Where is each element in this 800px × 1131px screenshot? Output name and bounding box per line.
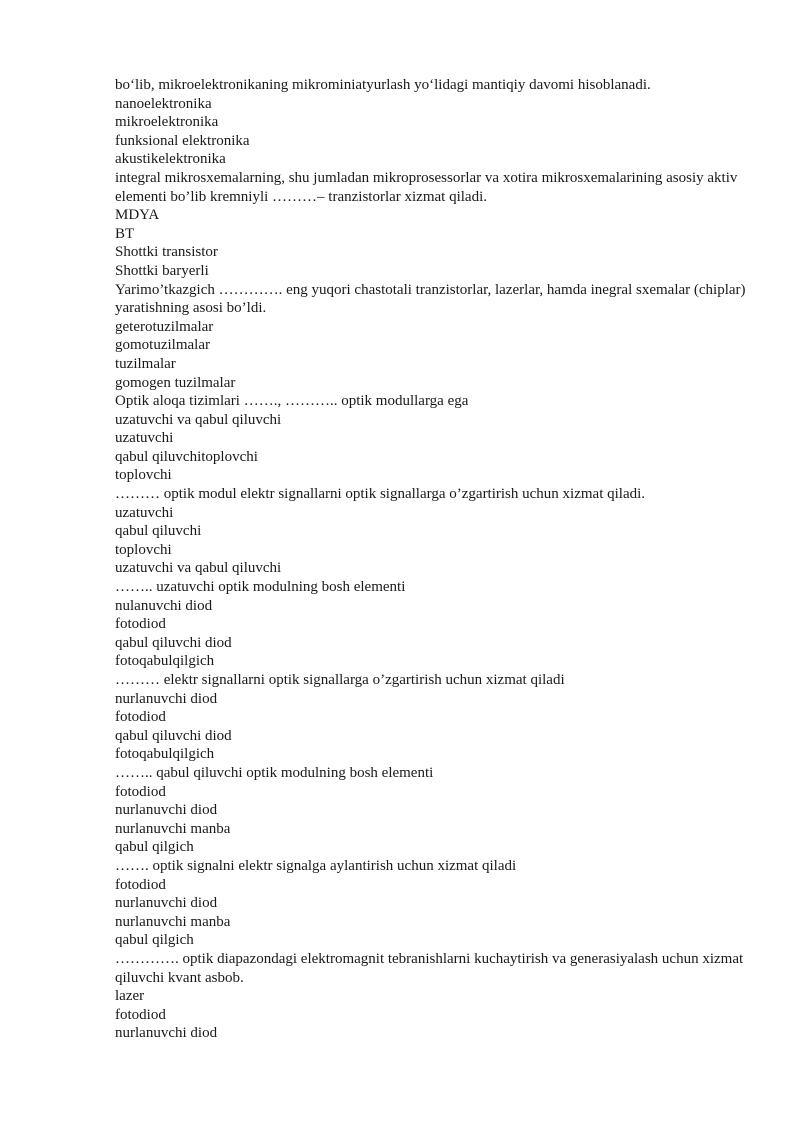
text-line: mikroelektronika <box>115 114 219 131</box>
text-line: ……… optik modul elektr signallarni optik signallarga o’zgartirish uchun xizmat qiladi. <box>115 486 646 503</box>
text-line: …………. optik diapazondagi elektromagnit tebranishlarni kuchaytirish va generasiyalash uchun xizmat qiluvchi kvant asbob. <box>115 950 744 986</box>
text-line: gomogen tuzilmalar <box>115 374 236 391</box>
text-line: fotoqabulqilgich <box>115 746 215 763</box>
text-line: uzatuvchi <box>115 504 174 521</box>
text-line: nurlanuvchi manba <box>115 913 231 930</box>
text-line: toplovchi <box>115 467 172 484</box>
text-line: Shottki transistor <box>115 244 218 261</box>
text-line: qabul qilgich <box>115 839 194 856</box>
text-line: fotodiod <box>115 709 166 726</box>
text-line: akustikelektronika <box>115 151 226 168</box>
text-line: nulanuvchi diod <box>115 597 213 614</box>
text-line: fotodiod <box>115 1006 166 1023</box>
text-line: bo‘lib, mikroelektronikaning mikrominiatyurlash yo‘lidagi mantiqiy davomi hisoblanadi. <box>115 77 651 93</box>
text-line: geterotuzilmalar <box>115 318 214 335</box>
text-line: fotoqabulqilgich <box>115 653 215 670</box>
text-line: fotodiod <box>115 616 166 633</box>
text-line: BT <box>115 225 135 242</box>
text-line: qabul qiluvchi <box>115 523 202 540</box>
text-line: qabul qiluvchi diod <box>115 727 232 744</box>
text-line: funksional elektronika <box>115 132 250 149</box>
text-line: nurlanuvchi diod <box>115 1025 218 1042</box>
text-line: Shottki baryerli <box>115 262 209 279</box>
text-line: nurlanuvchi diod <box>115 895 218 912</box>
text-line: fotodiod <box>115 876 166 893</box>
text-line: fotodiod <box>115 783 166 800</box>
text-line: Yarimo’tkazgich …………. eng yuqori chastotali tranzistorlar, lazerlar, hamda inegral sxemalar (chiplar) yaratishning asosi bo’ldi. <box>115 281 746 317</box>
text-line: …….. qabul qiluvchi optik modulning bosh elementi <box>115 764 434 781</box>
text-line: nurlanuvchi diod <box>115 690 218 707</box>
text-line: tuzilmalar <box>115 355 176 372</box>
text-line: nurlanuvchi diod <box>115 802 218 819</box>
document-page <box>115 76 755 1043</box>
text-line: Optik aloqa tizimlari ……., ……….. optik modullarga ega <box>115 393 469 410</box>
text-line: uzatuvchi <box>115 430 174 447</box>
text-line: nurlanuvchi manba <box>115 820 231 837</box>
text-line: integral mikrosxemalarning, shu jumladan mikroprosessorlar va xotira mikrosxemalarining asosiy aktiv elementi bo’lib kremniyli ………– tranzistorlar xizmat qiladi. <box>115 169 738 205</box>
text-line: lazer <box>115 988 145 1005</box>
text-line: qabul qiluvchi diod <box>115 634 232 651</box>
text-line: uzatuvchi va qabul qiluvchi <box>115 411 282 428</box>
text-line: ……. optik signalni elektr signalga aylantirish uchun xizmat qiladi <box>115 857 517 874</box>
text-line: ……… elektr signallarni optik signallarga o’zgartirish uchun xizmat qiladi <box>115 672 565 688</box>
text-line: nanoelektronika <box>115 95 212 112</box>
text-line: toplovchi <box>115 541 172 558</box>
text-line: qabul qiluvchitoplovchi <box>115 448 258 465</box>
text-line: …….. uzatuvchi optik modulning bosh elementi <box>115 579 406 596</box>
text-line: qabul qilgich <box>115 932 194 949</box>
text-line: MDYA <box>115 207 160 224</box>
text-line: uzatuvchi va qabul qiluvchi <box>115 560 282 577</box>
text-line: gomotuzilmalar <box>115 337 210 354</box>
